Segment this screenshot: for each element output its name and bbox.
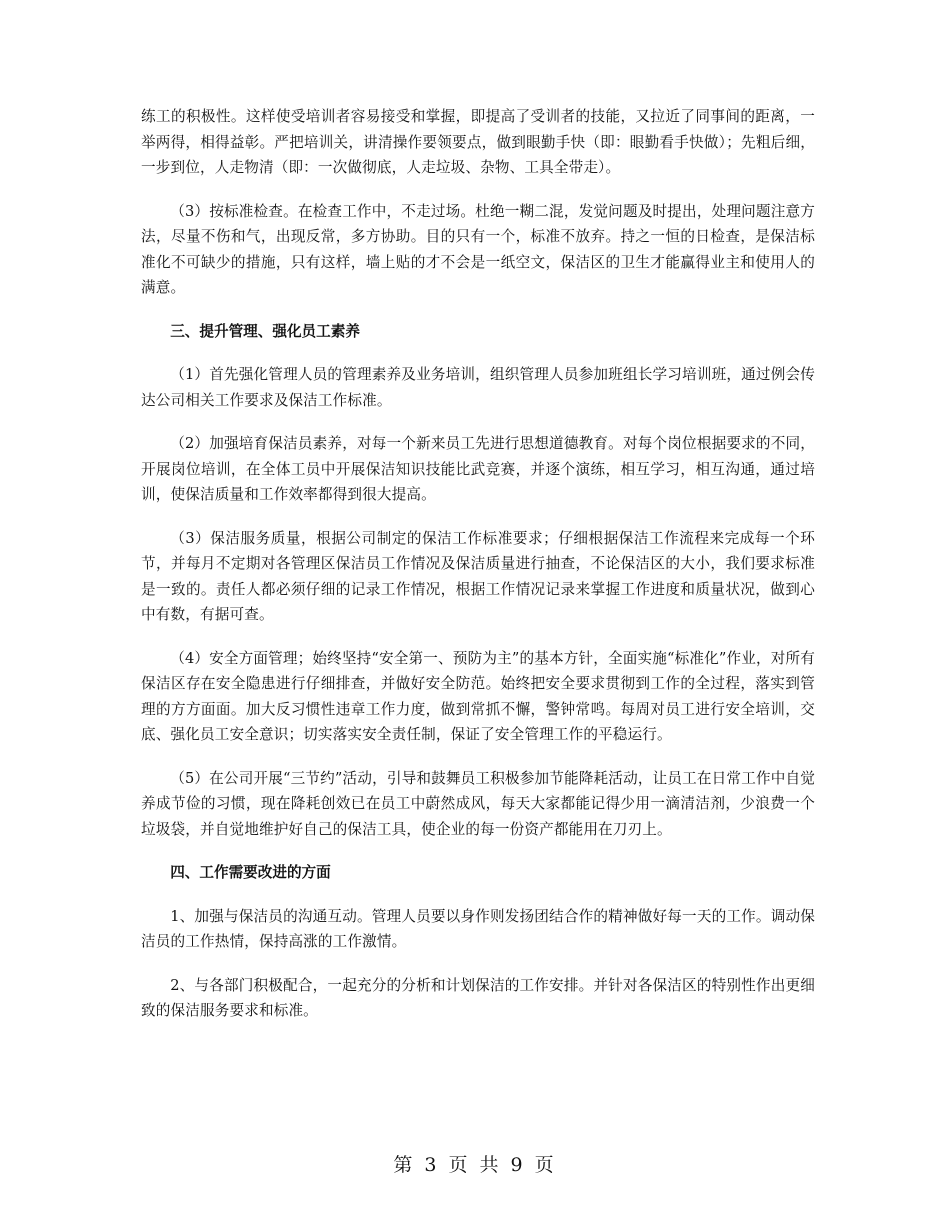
paragraph-cleaner-quality: （2）加强培育保洁员素养，对每一个新来员工先进行思想道德教育。对每个岗位根据要求的不同，开展岗位培训，在全体工员中开展保洁知识技能比武竞赛，并逐个演练，相互学习，相互沟通，通过培训，使保洁质量和工作效率都得到很大提高。 [141, 435, 815, 503]
paragraph-improvement-2: 2、与各部门积极配合，一起充分的分析和计划保洁的工作安排。并针对各保洁区的特别性作出更细致的保洁服务要求和标准。 [141, 976, 815, 1019]
paragraph-safety-management: （4）安全方面管理；始终坚持“安全第一、预防为主”的基本方针，全面实施“标准化”作业，对所有保洁区存在安全隐患进行仔细排查，并做好安全防范。始终把安全要求贯彻到工作的全过程，落实到管理的方方面面。加大反习惯性违章工作力度，做到常抓不懈，警钟常鸣。每周对员工进行安全培训，交底、强化员工安全意识；切实落实安全责任制，保证了安全管理工作的平稳运行。 [141, 649, 815, 743]
paragraph-improvement-1: 1、加强与保洁员的沟通互动。管理人员要以身作则发扬团结合作的精神做好每一天的工作。调动保洁员的工作热情，保持高涨的工作激情。 [141, 907, 815, 950]
paragraph-standard-check: （3）按标准检查。在检查工作中，不走过场。杜绝一糊二混，发觉问题及时提出，处理问题注意方法，尽量不伤和气，出现反常，多方协助。目的只有一个，标准不放弃。持之一恒的日检查，是保洁标准化不可缺少的措施，只有这样，墙上贴的才不会是一纸空文，保洁区的卫生才能赢得业主和使用人的满意。 [141, 202, 815, 296]
document-body [141, 104, 815, 1024]
paragraph-management-training: （1）首先强化管理人员的管理素养及业务培训，组织管理人员参加班组长学习培训班，通过例会传达公司相关工作要求及保洁工作标准。 [141, 366, 815, 409]
paragraph-service-quality: （3）保洁服务质量，根据公司制定的保洁工作标准要求；仔细根据保洁工作流程来完成每一个环节，并每月不定期对各管理区保洁员工作情况及保洁质量进行抽查，不论保洁区的大小，我们要求标准是一致的。责任人都必须仔细的记录工作情况，根据工作情况记录来掌握工作进度和质量状况，做到心中有数，有据可查。 [141, 529, 815, 623]
page-number-footer: 第 3 页 共 9 页 [393, 1154, 557, 1176]
paragraph-continuation: 练工的积极性。这样使受培训者容易接受和掌握，即提高了受训者的技能，又拉近了同事间的距离，一举两得，相得益彰。严把培训关，讲清操作要领要点，做到眼勤手快（即：眼勤看手快做）；先粗后细，一步到位，人走物清（即：一次做彻底，人走垃圾、杂物、工具全带走）。 [141, 108, 815, 176]
section-heading-4: 四、工作需要改进的方面 [170, 864, 331, 881]
section-heading-3: 三、提升管理、强化员工素养 [170, 322, 360, 340]
paragraph-three-savings: （5）在公司开展“三节约”活动，引导和鼓舞员工积极参加节能降耗活动，让员工在日常工作中自觉养成节俭的习惯，现在降耗创效已在员工中蔚然成风，每天大家都能记得少用一滴清洁剂，少浪费一个垃圾袋，并自觉地维护好自己的保洁工具，使企业的每一份资产都能用在刀刃上。 [141, 769, 815, 838]
